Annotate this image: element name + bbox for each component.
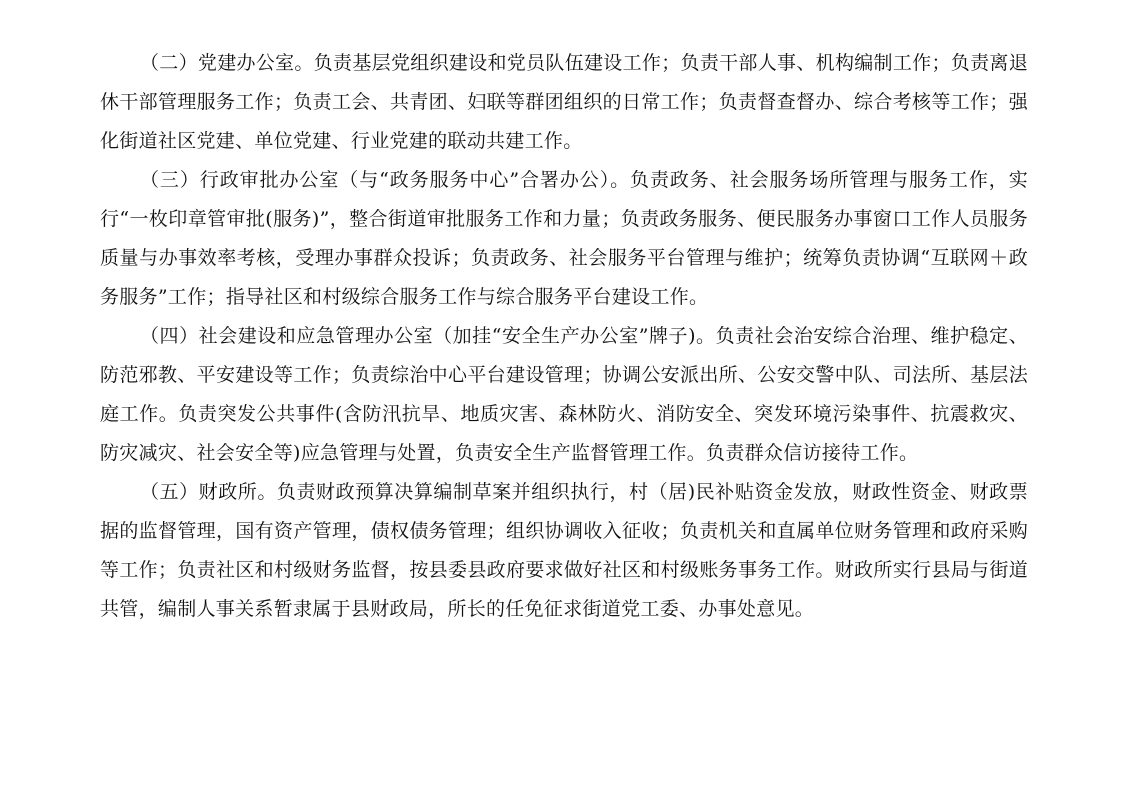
document-body [100,44,1028,629]
paragraph-finance-office: （五）财政所。负责财政预算决算编制草案并组织执行，村（居)民补贴资金发放，财政性资金、财政票据的监督管理，国有资产管理，债权债务管理；组织协调收入征收；负责机关和直属单位财务管理和政府采购等工作；负责社区和村级财务监督，按县委县政府要求做好社区和村级账务事务工作。财政所实行县局与街道共管，编制人事关系暂隶属于县财政局，所长的任免征求街道党工委、办事处意见。 [100,481,1028,620]
paragraph-party-building-office: （二）党建办公室。负责基层党组织建设和党员队伍建设工作；负责干部人事、机构编制工作；负责离退休干部管理服务工作；负责工会、共青团、妇联等群团组织的日常工作；负责督查督办、综合考核等工作；强化街道社区党建、单位党建、行业党建的联动共建工作。 [100,52,1028,152]
paragraph-administrative-approval-office: （三）行政审批办公室（与“政务服务中心”合署办公）。负责政务、社会服务场所管理与服务工作，实行“一枚印章管审批(服务)”，整合街道审批服务工作和力量；负责政务服务、便民服务办事窗口工作人员服务质量与办事效率考核，受理办事群众投诉；负责政务、社会服务平台管理与维护；统筹负责协调“互联网＋政务服务”工作；指导社区和村级综合服务工作与综合服务平台建设工作。 [100,169,1028,308]
paragraph-social-construction-emergency-office: （四）社会建设和应急管理办公室（加挂“安全生产办公室”牌子)。负责社会治安综合治理、维护稳定、防范邪教、平安建设等工作；负责综治中心平台建设管理；协调公安派出所、公安交警中队、司法所、基层法庭工作。负责突发公共事件(含防汛抗旱、地质灾害、森林防火、消防安全、突发环境污染事件、抗震救灾、防灾减灾、社会安全等)应急管理与处置，负责安全生产监督管理工作。负责群众信访接待工作。 [100,325,1028,464]
